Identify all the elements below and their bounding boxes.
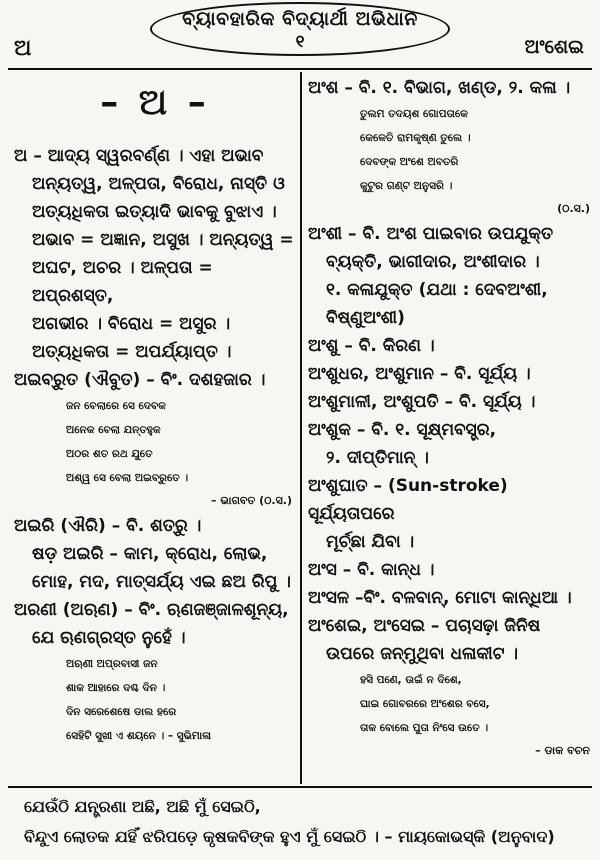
- column-divider: [300, 72, 302, 784]
- verse-line: ଦିନ ସରେଶେଷେ ଡାଲ ହରେ: [66, 706, 177, 718]
- verse-line: ଜନ ବେଲାରେ ସେ ଦେବକ: [66, 400, 166, 412]
- entry-anshi: [308, 220, 594, 332]
- verse-source: – ଭାଗବତ (ଠ.ସ.): [210, 494, 292, 507]
- verse-line: ଅନେକ ବେଲା ଯନ୍ତହୁକ: [66, 424, 161, 436]
- entry-line: ୨. ଦୀପ୍ତିମାନ୍ ।: [326, 448, 429, 468]
- page-number: ୧: [295, 32, 305, 52]
- entry-aibruta: [14, 366, 296, 512]
- verse-line: କେଳେତି ରାମକୃଷ୍ଣ ତୁଲେ ।: [360, 132, 471, 144]
- header-rule: [8, 68, 592, 70]
- entry-line: ବ୍ୟକ୍ତି, ଭାଗୀଦାର, ଅଂଶୀଦାର ।: [326, 252, 540, 272]
- entry-line: ଉପରେ ଜନ୍ମୁଥିବା ଧଳାକୀଟ ।: [326, 644, 519, 664]
- entry-line: ଅ – ଆଦ୍ୟ ସ୍ୱରବର୍ଣ୍ଣ । ଏହା ଅଭାବ: [14, 146, 264, 166]
- right-column: [308, 74, 594, 762]
- entry-line: ଅରଣୀ (ଅଋଣ) – ବିଂ. ଋଣଜଞ୍ଜାଳଶୂନ୍ୟ,: [14, 600, 289, 620]
- entry-ansa: ଅଂସ – ବି. କାନ୍ଧ ।: [308, 560, 435, 580]
- entry-line: ଅନ୍ୟତ୍ୱ, ଅଳ୍ପତା, ବିରୋଧ, ନାସ୍ତି ଓ: [32, 174, 285, 194]
- verse-line: ଘାଇ ଗୋବରରେ ଅଂଶେର ବସେ,: [360, 698, 490, 710]
- entry-anshuka: [308, 416, 594, 472]
- verse-line: ଶାକ ଆହାରେ ଦଶ୍ଚ ଦିନ ।: [66, 682, 166, 694]
- entry-line: ଅଇବ୍ରୁତ (ଐବୁତ) – ବିଂ. ଦଶହଜାର ।: [14, 370, 266, 390]
- entry-aruni: [14, 596, 296, 748]
- entry-line: ଅଂଶୁକ – ବି. ୧. ସୂକ୍ଷ୍ମବସ୍ତ୍ର,: [308, 420, 497, 440]
- dictionary-title: ବ୍ୟାବହାରିକ ବିଦ୍ୟାର୍ଥୀ ଅଭିଧାନ: [182, 8, 418, 30]
- verse-line: ଅଶ୍ୱ ସେ ବେଲା ଅଇବ୍ରୁତେ ।: [66, 472, 189, 484]
- entry-line: ଅଂଶେଇ, ଅଂସେଇ – ପଚାସଢ଼ା ଜିନିଷ: [308, 616, 541, 636]
- entry-line: ଅଭାବ = ଅଜ୍ଞାନ, ଅସୁଖ । ଅନ୍ୟତ୍ୱ =: [32, 230, 294, 250]
- entry-line: ଅତ୍ୟଧିକତା ଇତ୍ୟାଦି ଭାବକୁ ବୁଝାଏ ।: [32, 202, 277, 222]
- entry-line: ୧. କଳାଯୁକ୍ତ (ଯଥା : ଦେବଅଂଶୀ,: [326, 280, 548, 300]
- left-column: [14, 74, 296, 748]
- verse-line: ସେହିଟି ସୁଖୀ ଏ ଶୟନେ । – ସୁଭିମାଳା: [66, 730, 212, 742]
- entry-line: ଷଡ଼ ଅଇରି – କାମ, କ୍ରୋଧ, ଲୋଭ,: [32, 544, 268, 564]
- entry-line: ମୋହ, ମଦ, ମାତ୍ସର୍ଯ୍ୟ ଏଇ ଛଅ ରିପୁ ।: [32, 572, 291, 592]
- entry-line: ଅଘଟ, ଅଚର । ଅଳ୍ପତା = ଅପ୍ରଶସ୍ତ,: [32, 258, 213, 306]
- entry-line: ଅଂଶୀ – ବି. ଅଂଶ ପାଇବାର ଉପଯୁକ୍ତ: [308, 224, 554, 244]
- verse-source: – ଡାକ ବଚନ: [535, 744, 590, 757]
- entry-line: ଅଗଭୀର । ବିରୋଧ = ଅସୁର ।: [32, 314, 231, 334]
- entry-airi: [14, 512, 296, 596]
- entry-anshughata: [308, 472, 594, 556]
- entry-anshumali: ଅଂଶୁମାଳୀ, ଅଂଶୁପତି – ବି. ସୂର୍ଯ୍ୟ ।: [308, 392, 536, 412]
- verse-line: ଅଋଣୀ ଅପ୍ରବାସୀ ଜନ: [66, 658, 158, 670]
- entry-line: ଅତ୍ୟଧିକତା = ଅପର୍ଯ୍ୟାପ୍ତ ।: [32, 342, 232, 362]
- verse-line: ହସି ପଣେ, ଉଇଁ ନ ଦିଶେ,: [360, 674, 462, 686]
- entry-line: ଯେ ଋଣଗ୍ରସ୍ତ ନୁହେଁ ।: [32, 628, 186, 648]
- entry-anshu: ଅଂଶୁ – ବି. କିରଣ ।: [308, 336, 435, 356]
- entry-ansei: [308, 612, 594, 762]
- entry-line: ଅଂଶୁଘାତ – (Sun-stroke) ସୂର୍ଯ୍ୟତାପରେ: [308, 476, 508, 524]
- verse-line: ଅଠର ଶତ ରଥ ଯୁତେ: [66, 448, 153, 460]
- verse-line: ତୁଲମ ତଦୟଶ ଗୋପତାକେ: [360, 108, 468, 120]
- section-letter: – ଅ –: [100, 82, 210, 123]
- entry-line: ମୂର୍ଚ୍ଛା ଯିବା ।: [326, 532, 415, 552]
- verse-line: ତାକ ବୋଲେ ପୁତା ନିଂସେ ଉତେ ।: [360, 722, 489, 734]
- entry-ansha: [308, 74, 594, 220]
- entry-line: ଅଂଶ – ବି. ୧. ବିଭାଗ, ଖଣ୍ଡ, ୨. କଳା ।: [308, 78, 571, 98]
- footer-rule: [8, 786, 592, 788]
- verse-line: ଦେବଙ୍କ ଅଂଶେ ଅବତରି: [360, 156, 459, 168]
- verse-line: କୁଟୁର ଗଣ୍ଟ ଅନୁସରି ।: [360, 180, 453, 192]
- entry-ansala: ଅଂସଳ –ବିଂ. ବଳବାନ୍, ମୋଟା କାନ୍ଧିଆ ।: [308, 588, 572, 608]
- verse-source: (ଠ.ସ.): [557, 202, 590, 215]
- footer-quote-line: ବିନ୍ଦୁଏ ଲୋତକ ଯହିଁ ଝରିପଡ଼େ କୃଷକବିଙ୍କ ହୁଏ ମୁଁ ସେଇଠି । – ମାୟକୋଭସ୍କି (ଅନୁବାଦ): [24, 827, 555, 846]
- footer-quote-line: ଯେଉଁଠି ଯନ୍ତ୍ରଣା ଅଛି, ଅଛି ମୁଁ ସେଇଠି,: [24, 797, 261, 816]
- guide-word-left: ଅ: [14, 36, 32, 61]
- entry-a: [14, 142, 296, 366]
- entry-line: ବିଷ୍ଣୁଅଂଶୀ): [326, 308, 405, 328]
- guide-word-right: ଅଂଶେଇ: [524, 36, 584, 58]
- page-footer-quote: [24, 792, 584, 852]
- entry-anshudhara: ଅଂଶୁଧର, ଅଂଶୁମାନ – ବି. ସୂର୍ଯ୍ୟ ।: [308, 364, 531, 384]
- page-header: [0, 0, 600, 66]
- entry-line: ଅଇରି (ଐରି) – ବି. ଶତ୍ରୁ ।: [14, 516, 202, 536]
